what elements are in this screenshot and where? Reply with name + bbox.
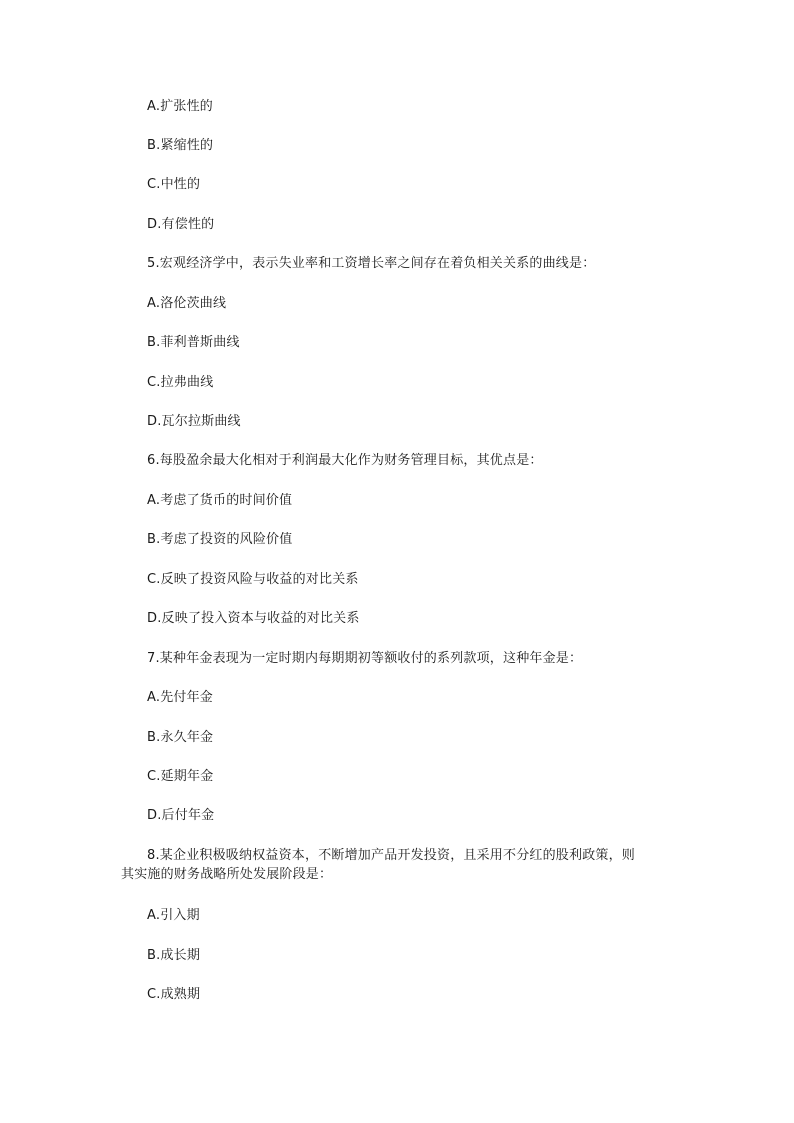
option-c: C.成熟期 (147, 987, 201, 1002)
option-a: A.扩张性的 (147, 99, 213, 114)
option-c: C.拉弗曲线 (147, 375, 214, 390)
option-b: B.永久年金 (147, 730, 214, 745)
option-c: C.中性的 (147, 177, 201, 192)
option-c: C.延期年金 (147, 769, 214, 784)
option-d: D.瓦尔拉斯曲线 (147, 414, 241, 429)
option-a: A.洛伦茨曲线 (147, 296, 227, 311)
option-b: B.考虑了投资的风险价值 (147, 532, 293, 547)
question-8: 8.某企业积极吸纳权益资本，不断增加产品开发投资，且采用不分红的股利政策，则 (147, 848, 636, 863)
option-d: D.后付年金 (147, 808, 215, 823)
question-8-continuation: 其实施的财务战略所处发展阶段是： (121, 867, 333, 882)
option-b: B.成长期 (147, 948, 201, 963)
question-6: 6.每股盈余最大化相对于利润最大化作为财务管理目标，其优点是： (147, 453, 543, 468)
option-b: B.菲利普斯曲线 (147, 335, 240, 350)
option-a: A.考虑了货币的时间价值 (147, 493, 293, 508)
option-b: B.紧缩性的 (147, 138, 214, 153)
option-c: C.反映了投资风险与收益的对比关系 (147, 572, 359, 587)
question-7: 7.某种年金表现为一定时期内每期期初等额收付的系列款项，这种年金是： (147, 651, 583, 666)
option-d: D.反映了投入资本与收益的对比关系 (147, 611, 360, 626)
option-a: A.先付年金 (147, 690, 213, 705)
option-a: A.引入期 (147, 908, 200, 923)
question-5: 5.宏观经济学中，表示失业率和工资增长率之间存在着负相关关系的曲线是： (147, 256, 596, 271)
option-d: D.有偿性的 (147, 217, 215, 232)
